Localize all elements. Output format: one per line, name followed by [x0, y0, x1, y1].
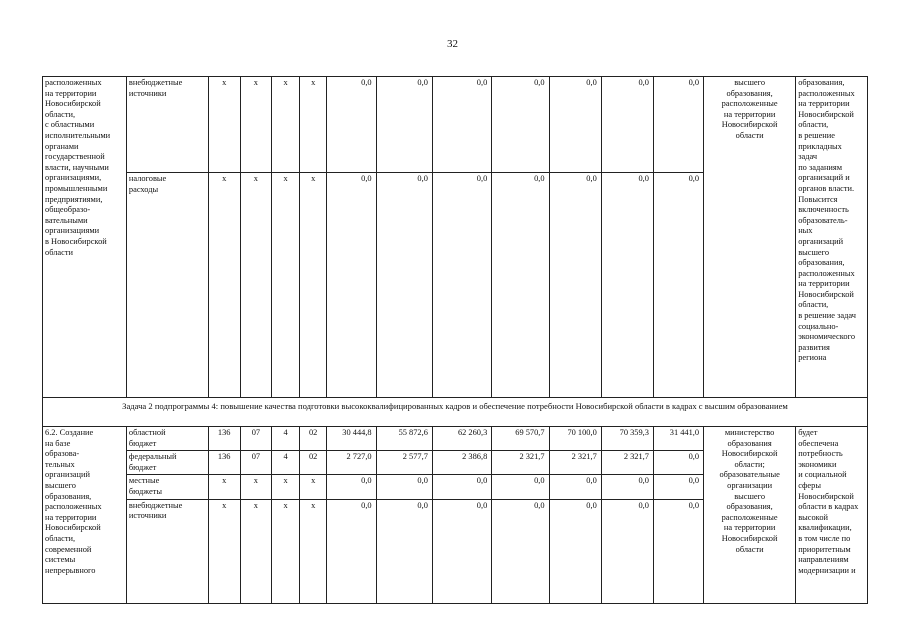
- value-cell: 2 727,0: [327, 451, 376, 475]
- value-cell: 62 260,3: [432, 427, 491, 451]
- code-cell: х: [240, 475, 272, 499]
- funding-source: внебюджетные источники: [126, 499, 208, 603]
- program-table: [42, 76, 868, 604]
- executor-cell: министерство образования Новосибирской области; образовательные организации высшего образования, расположенные на территории Новосибирской области: [704, 427, 796, 604]
- code-cell: 136: [208, 427, 240, 451]
- code-cell: х: [208, 499, 240, 603]
- table-row: [43, 77, 868, 173]
- funding-source: областной бюджет: [126, 427, 208, 451]
- code-cell: х: [299, 475, 327, 499]
- code-cell: х: [240, 499, 272, 603]
- value-cell: 0,0: [549, 499, 601, 603]
- code-cell: х: [299, 499, 327, 603]
- value-cell: 0,0: [376, 499, 432, 603]
- result-cell: будет обеспечена потребность экономики и социальной сферы Новосибирской области в кадрах высокой квалификации, в том числе по приоритетным направлениям модернизации и: [796, 427, 868, 604]
- value-cell: 2 321,7: [601, 451, 653, 475]
- value-cell: 0,0: [376, 173, 432, 398]
- value-cell: 0,0: [601, 173, 653, 398]
- value-cell: 0,0: [376, 77, 432, 173]
- value-cell: 0,0: [327, 499, 376, 603]
- activity-cell: 6.2. Создание на базе образова- тельных организаций высшего образования, расположенных на территории Новосибирской области, современной системы непрерывного: [43, 427, 127, 604]
- code-cell: 02: [299, 427, 327, 451]
- value-cell: 0,0: [601, 499, 653, 603]
- value-cell: 0,0: [549, 77, 601, 173]
- value-cell: 0,0: [432, 499, 491, 603]
- value-cell: 2 321,7: [492, 451, 549, 475]
- value-cell: 31 441,0: [653, 427, 703, 451]
- code-cell: х: [208, 77, 240, 173]
- funding-source: местные бюджеты: [126, 475, 208, 499]
- task-heading: Задача 2 подпрограммы 4: повышение качества подготовки высококвалифицированных кадров и обеспечение потребности Новосибирской области в кадрах с высшим образованием: [43, 398, 868, 427]
- value-cell: 0,0: [432, 475, 491, 499]
- value-cell: 0,0: [549, 475, 601, 499]
- code-cell: 4: [272, 451, 300, 475]
- value-cell: 0,0: [601, 475, 653, 499]
- code-cell: 4: [272, 427, 300, 451]
- result-cell: образования, расположенных на территории Новосибирской области, в решение прикладных задач по заданиям организаций и органов власти. Повысится включенность образователь- ных организаций высшего образования, расположенных на территории Новосибирской области, в решение задач социально- экономического развития региона: [796, 77, 868, 398]
- value-cell: 70 100,0: [549, 427, 601, 451]
- funding-source: налоговые расходы: [126, 173, 208, 398]
- code-cell: х: [272, 499, 300, 603]
- code-cell: 136: [208, 451, 240, 475]
- value-cell: 0,0: [432, 77, 491, 173]
- value-cell: 55 872,6: [376, 427, 432, 451]
- code-cell: 07: [240, 451, 272, 475]
- value-cell: 0,0: [327, 475, 376, 499]
- page-number: 32: [447, 38, 458, 50]
- code-cell: х: [272, 77, 300, 173]
- code-cell: х: [240, 77, 272, 173]
- value-cell: 69 570,7: [492, 427, 549, 451]
- code-cell: х: [208, 173, 240, 398]
- value-cell: 2 577,7: [376, 451, 432, 475]
- code-cell: х: [272, 475, 300, 499]
- value-cell: 30 444,8: [327, 427, 376, 451]
- value-cell: 0,0: [653, 475, 703, 499]
- executor-cell: высшего образования, расположенные на территории Новосибирской области: [704, 77, 796, 398]
- code-cell: х: [240, 173, 272, 398]
- value-cell: 0,0: [492, 475, 549, 499]
- code-cell: 07: [240, 427, 272, 451]
- value-cell: 0,0: [327, 173, 376, 398]
- code-cell: х: [299, 173, 327, 398]
- value-cell: 0,0: [601, 77, 653, 173]
- value-cell: 0,0: [653, 77, 703, 173]
- value-cell: 70 359,3: [601, 427, 653, 451]
- code-cell: х: [208, 475, 240, 499]
- funding-source: федеральный бюджет: [126, 451, 208, 475]
- code-cell: х: [299, 77, 327, 173]
- table-row: [43, 398, 868, 427]
- value-cell: 0,0: [492, 499, 549, 603]
- value-cell: 0,0: [653, 173, 703, 398]
- value-cell: 0,0: [327, 77, 376, 173]
- value-cell: 2 386,8: [432, 451, 491, 475]
- value-cell: 2 321,7: [549, 451, 601, 475]
- activity-cell: расположенных на территории Новосибирской области, с областными исполнительными органами государственной власти, научными организациями, промышленными предприятиями, общеобразо- вательными организациями в Новосибирской области: [43, 77, 127, 398]
- value-cell: 0,0: [492, 173, 549, 398]
- value-cell: 0,0: [492, 77, 549, 173]
- value-cell: 0,0: [376, 475, 432, 499]
- code-cell: х: [272, 173, 300, 398]
- value-cell: 0,0: [653, 499, 703, 603]
- value-cell: 0,0: [653, 451, 703, 475]
- value-cell: 0,0: [549, 173, 601, 398]
- code-cell: 02: [299, 451, 327, 475]
- funding-source: внебюджетные источники: [126, 77, 208, 173]
- table-row: [43, 427, 868, 451]
- value-cell: 0,0: [432, 173, 491, 398]
